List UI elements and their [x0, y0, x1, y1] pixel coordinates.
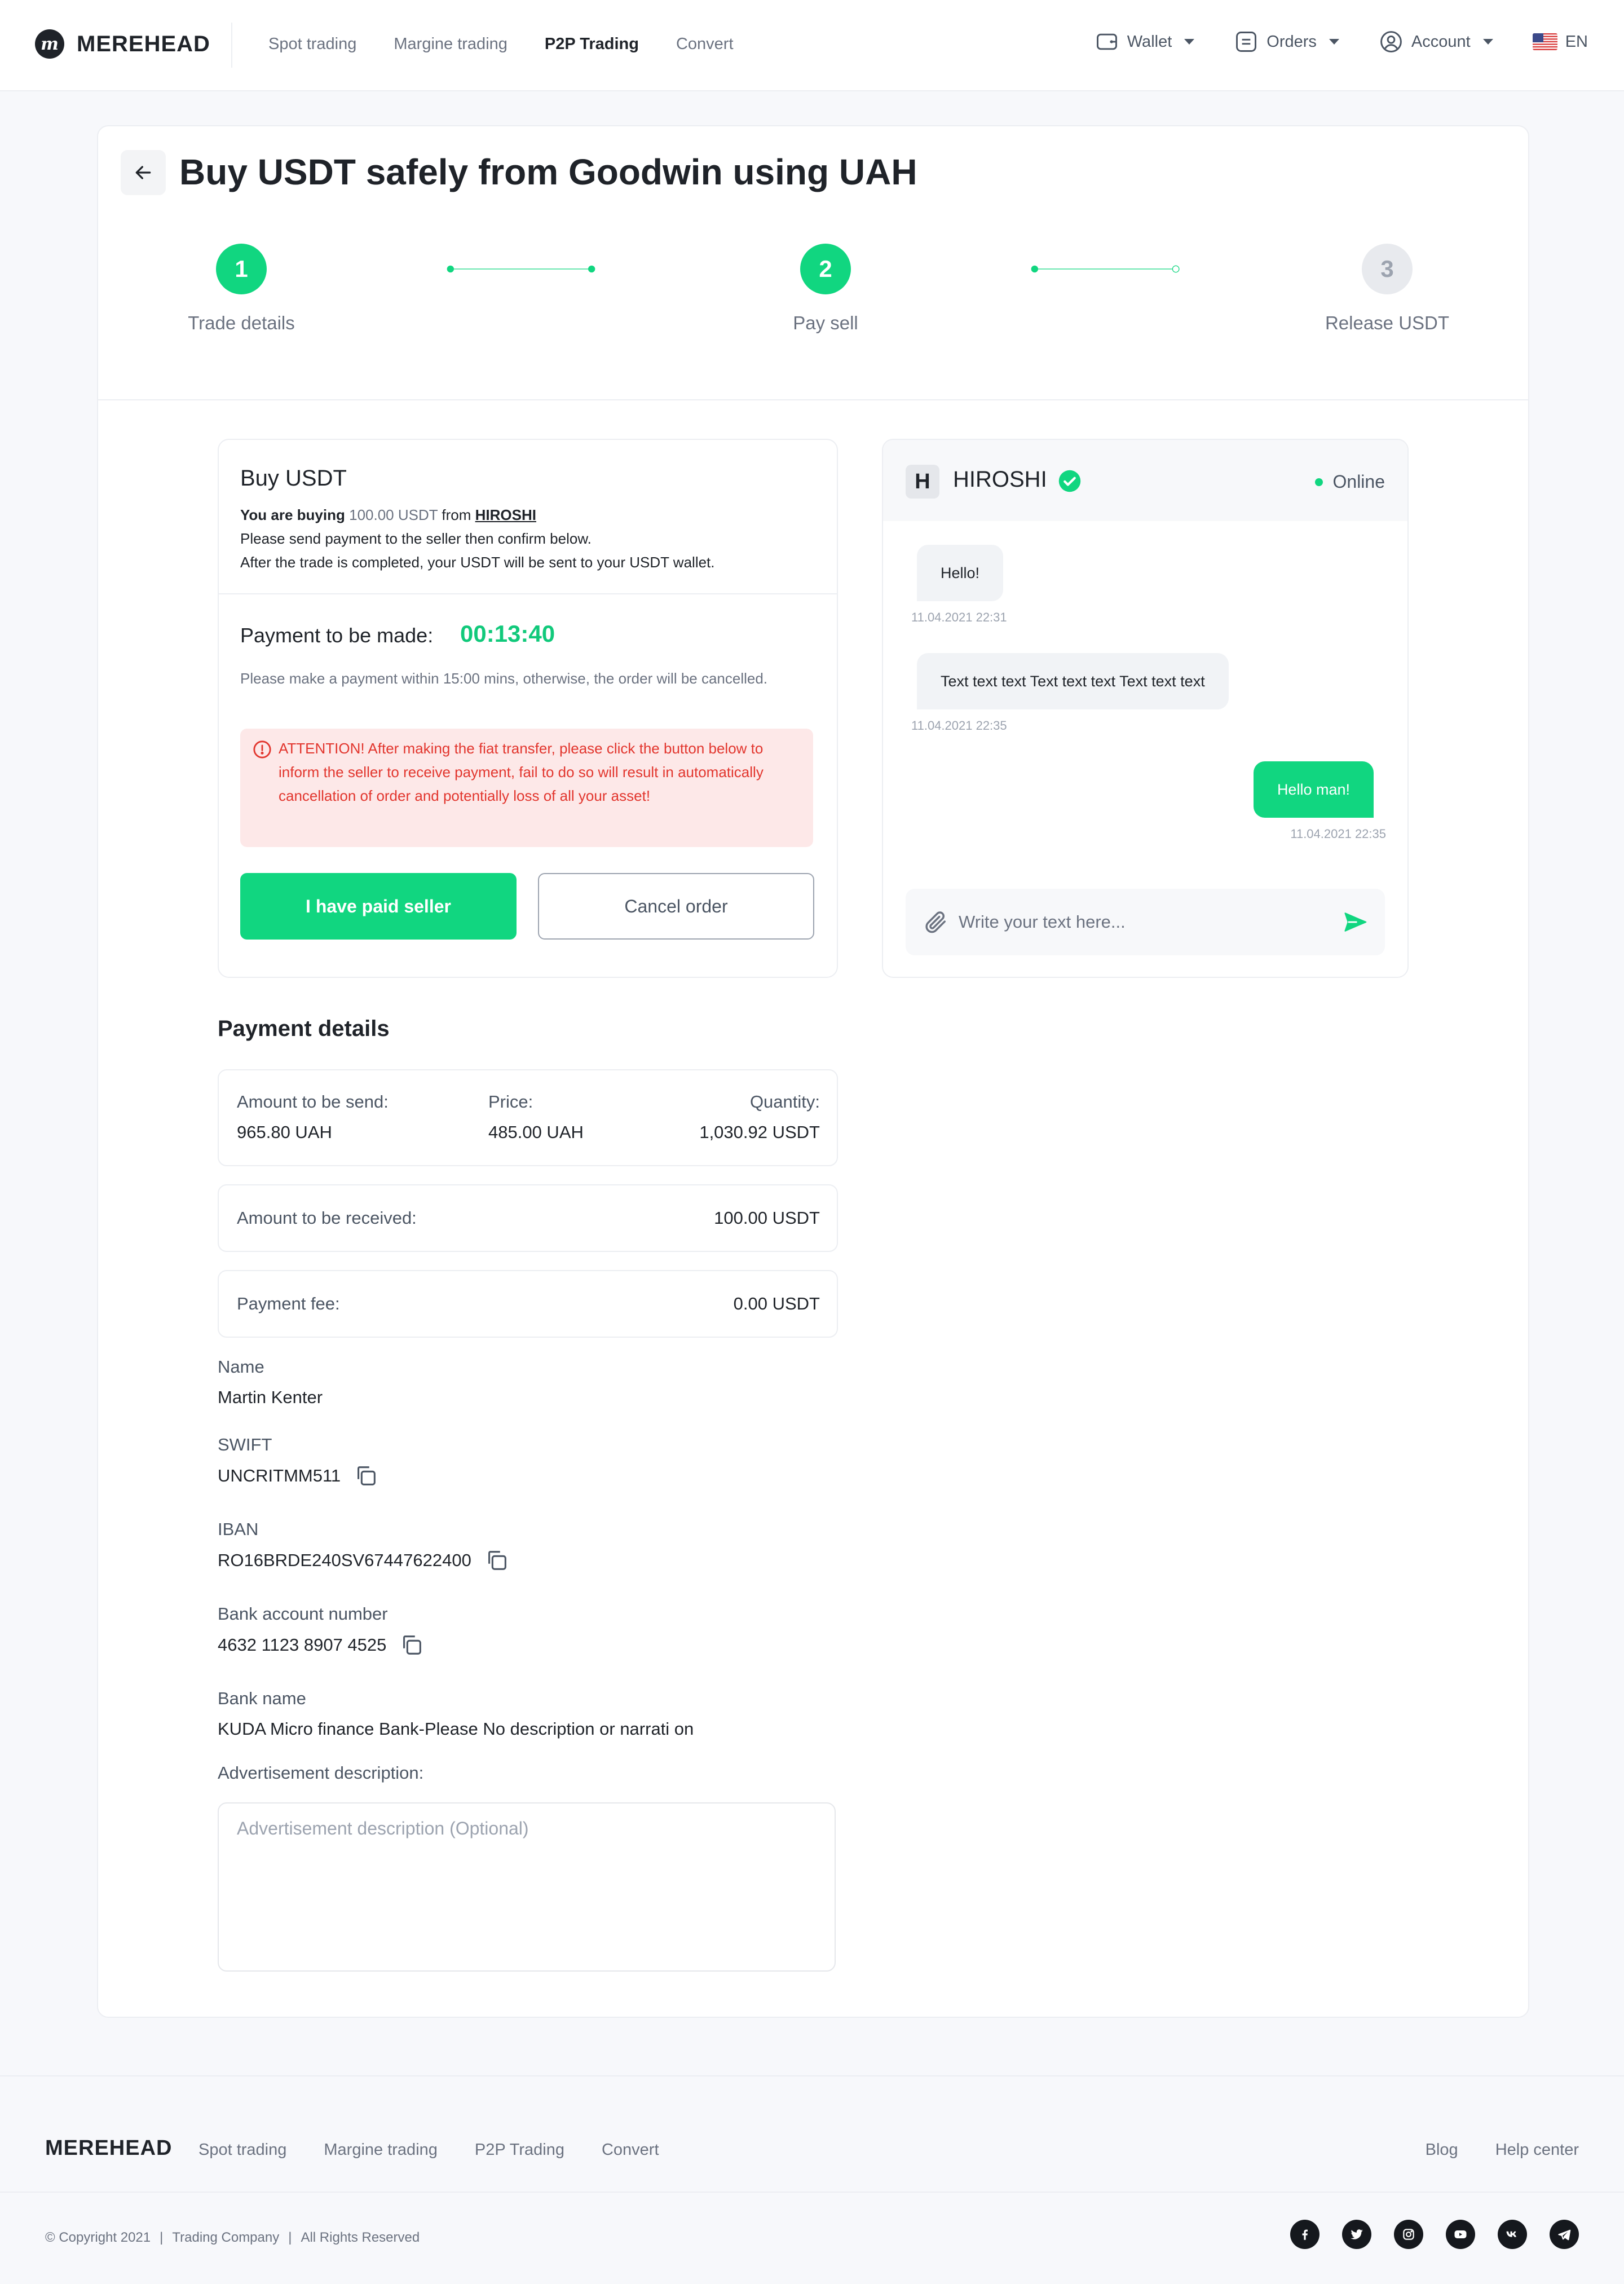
page-title: Buy USDT safely from Goodwin using UAH [179, 152, 917, 192]
chat-message: Hello man! [1254, 761, 1374, 818]
footer-nav-blog[interactable]: Blog [1425, 2141, 1458, 2159]
price-value: 485.00 UAH [488, 1122, 584, 1142]
card-divider [98, 399, 1528, 400]
twitter-icon[interactable] [1342, 2220, 1371, 2249]
top-header [0, 0, 1624, 91]
nav-p2p-trading[interactable]: P2P Trading [544, 35, 639, 53]
step-trade-details [174, 244, 309, 334]
online-dot-icon [1315, 478, 1323, 486]
chevron-down-icon [1483, 39, 1493, 45]
payment-fee-label: Payment fee: [237, 1294, 340, 1313]
wallet-icon [1095, 29, 1119, 54]
back-button[interactable] [121, 150, 166, 195]
copyright-line: © Copyright 2021 | Trading Company | All Rights Reserved [45, 2230, 420, 2245]
orders-menu[interactable] [1234, 29, 1339, 54]
chat-panel [882, 439, 1409, 978]
online-label: Online [1332, 471, 1385, 492]
instagram-icon[interactable] [1394, 2220, 1423, 2249]
footer [0, 2075, 1624, 2284]
copy-icon[interactable] [399, 1632, 425, 1658]
chevron-down-icon [1184, 39, 1194, 45]
logo[interactable] [35, 29, 210, 59]
footer-nav-margine-trading[interactable]: Margine trading [324, 2141, 438, 2159]
wallet-menu[interactable] [1095, 29, 1195, 54]
step-pay-sell [758, 244, 893, 334]
paid-seller-button[interactable]: I have paid seller [240, 873, 517, 940]
language-switcher[interactable] [1533, 33, 1588, 51]
logo-mark-icon: m [35, 29, 64, 59]
avatar: H [906, 465, 939, 499]
step-label: Pay sell [793, 312, 858, 333]
step-number: 3 [1362, 244, 1413, 294]
completion-line: After the trade is completed, your USDT will be sent to your USDT wallet. [240, 554, 715, 571]
nav-convert[interactable]: Convert [676, 35, 734, 53]
amount-send-label: Amount to be send: [237, 1092, 389, 1112]
footer-divider [0, 2192, 1624, 2193]
copy-icon[interactable] [484, 1547, 510, 1573]
copyright-text: © Copyright 2021 [45, 2230, 151, 2245]
step-label: Release USDT [1325, 312, 1450, 333]
buying-amount: 100.00 USDT [349, 506, 438, 523]
amount-send-value: 965.80 UAH [237, 1122, 332, 1142]
price-label: Price: [488, 1092, 533, 1112]
verified-check-icon [1058, 469, 1082, 493]
main-nav [268, 35, 771, 54]
wallet-label: Wallet [1127, 32, 1172, 51]
nav-margine-trading[interactable]: Margine trading [394, 35, 508, 53]
chat-header [883, 440, 1407, 521]
chat-user-name: HIROSHI [953, 467, 1047, 492]
social-links [1268, 2220, 1579, 2249]
orders-label: Orders [1266, 32, 1317, 51]
footer-nav-spot-trading[interactable]: Spot trading [198, 2141, 287, 2159]
footer-nav-right [1388, 2141, 1579, 2159]
arrow-left-icon [132, 161, 155, 184]
cancel-order-button[interactable]: Cancel order [538, 873, 814, 940]
swift-row [218, 1463, 379, 1489]
footer-nav [198, 2141, 696, 2159]
header-right [1055, 29, 1588, 54]
quantity-label: Quantity: [749, 1092, 820, 1112]
name-label: Name [218, 1357, 264, 1377]
vk-icon[interactable] [1498, 2220, 1527, 2249]
ad-description-label: Advertisement description: [218, 1763, 424, 1783]
payment-fee-box [218, 1270, 838, 1338]
trade-title: Buy USDT [240, 466, 347, 491]
facebook-icon[interactable] [1290, 2220, 1320, 2249]
bank-name-value: KUDA Micro finance Bank-Please No description or narrati on [218, 1719, 694, 1739]
amount-received-label: Amount to be received: [237, 1208, 417, 1228]
chat-message: Text text text Text text text Text text text [917, 653, 1229, 709]
account-label: Account [1411, 32, 1471, 51]
swift-value: UNCRITMM511 [218, 1466, 341, 1485]
copy-icon[interactable] [353, 1463, 379, 1489]
telegram-icon[interactable] [1550, 2220, 1579, 2249]
swift-label: SWIFT [218, 1435, 272, 1454]
chat-input-bar [906, 889, 1385, 955]
step-connector [341, 265, 701, 273]
orders-icon [1234, 29, 1259, 54]
company-text: Trading Company [172, 2230, 280, 2245]
ad-description-input[interactable] [236, 1817, 819, 1960]
amount-summary-box [218, 1069, 838, 1166]
message-time: 11.04.2021 22:35 [911, 718, 1007, 733]
chevron-down-icon [1329, 39, 1339, 45]
quantity-value: 1,030.92 USDT [699, 1122, 820, 1142]
step-label: Trade details [188, 312, 295, 333]
seller-link[interactable]: HIROSHI [475, 506, 536, 523]
payment-fee-value: 0.00 USDT [733, 1294, 820, 1313]
nav-spot-trading[interactable]: Spot trading [268, 35, 357, 53]
message-time: 11.04.2021 22:35 [1290, 827, 1386, 841]
footer-nav-help-center[interactable]: Help center [1495, 2141, 1579, 2159]
online-status [1315, 471, 1385, 492]
buying-line [240, 506, 536, 524]
payment-label: Payment to be made: [240, 624, 434, 647]
amount-received-box [218, 1184, 838, 1252]
iban-label: IBAN [218, 1519, 259, 1539]
iban-value: RO16BRDE240SV67447622400 [218, 1550, 471, 1570]
chat-message-input[interactable] [957, 906, 1332, 938]
step-number: 1 [216, 244, 267, 294]
name-value: Martin Kenter [218, 1387, 323, 1407]
language-label: EN [1565, 32, 1588, 51]
paperclip-icon[interactable] [923, 909, 948, 935]
payment-details-title: Payment details [218, 1016, 390, 1041]
trade-box-divider [219, 593, 837, 594]
iban-row [218, 1547, 510, 1573]
buying-from: from [442, 506, 471, 523]
account-menu[interactable] [1379, 29, 1493, 54]
footer-nav-convert[interactable]: Convert [601, 2141, 659, 2159]
message-time: 11.04.2021 22:31 [911, 610, 1007, 624]
send-payment-line: Please send payment to the seller then confirm below. [240, 530, 592, 547]
us-flag-icon [1533, 33, 1557, 50]
step-release-usdt [1320, 244, 1455, 334]
bank-name-label: Bank name [218, 1688, 306, 1708]
alert-circle-icon [253, 740, 272, 759]
payment-timer: 00:13:40 [460, 620, 555, 647]
footer-logo[interactable]: MEREHEAD [45, 2136, 173, 2160]
trade-info-box [218, 439, 838, 978]
trade-card [97, 125, 1529, 2018]
attention-alert [240, 729, 813, 847]
step-number: 2 [800, 244, 851, 294]
chat-message: Hello! [917, 545, 1003, 601]
payment-note: Please make a payment within 15:00 mins, otherwise, the order will be cancelled. [240, 670, 768, 687]
amount-received-value: 100.00 USDT [714, 1208, 820, 1228]
account-number-value: 4632 1123 8907 4525 [218, 1635, 387, 1655]
account-number-label: Bank account number [218, 1604, 388, 1624]
logo-text: MEREHEAD [77, 31, 210, 56]
ad-description-box [218, 1802, 836, 1972]
user-icon [1379, 29, 1404, 54]
footer-nav-p2p-trading[interactable]: P2P Trading [474, 2141, 564, 2159]
account-number-row [218, 1632, 425, 1658]
youtube-icon[interactable] [1446, 2220, 1475, 2249]
send-icon[interactable] [1342, 910, 1368, 934]
rights-text: All Rights Reserved [301, 2230, 420, 2245]
attention-text: ATTENTION! After making the fiat transfer, please click the button below to inform the seller to receive payment, fail to do so will result in automatically cancellation of order and potentially loss of all your asset! [279, 740, 764, 804]
header-divider [231, 23, 232, 68]
buying-prefix: You are buying [240, 506, 345, 523]
step-connector [925, 265, 1286, 273]
